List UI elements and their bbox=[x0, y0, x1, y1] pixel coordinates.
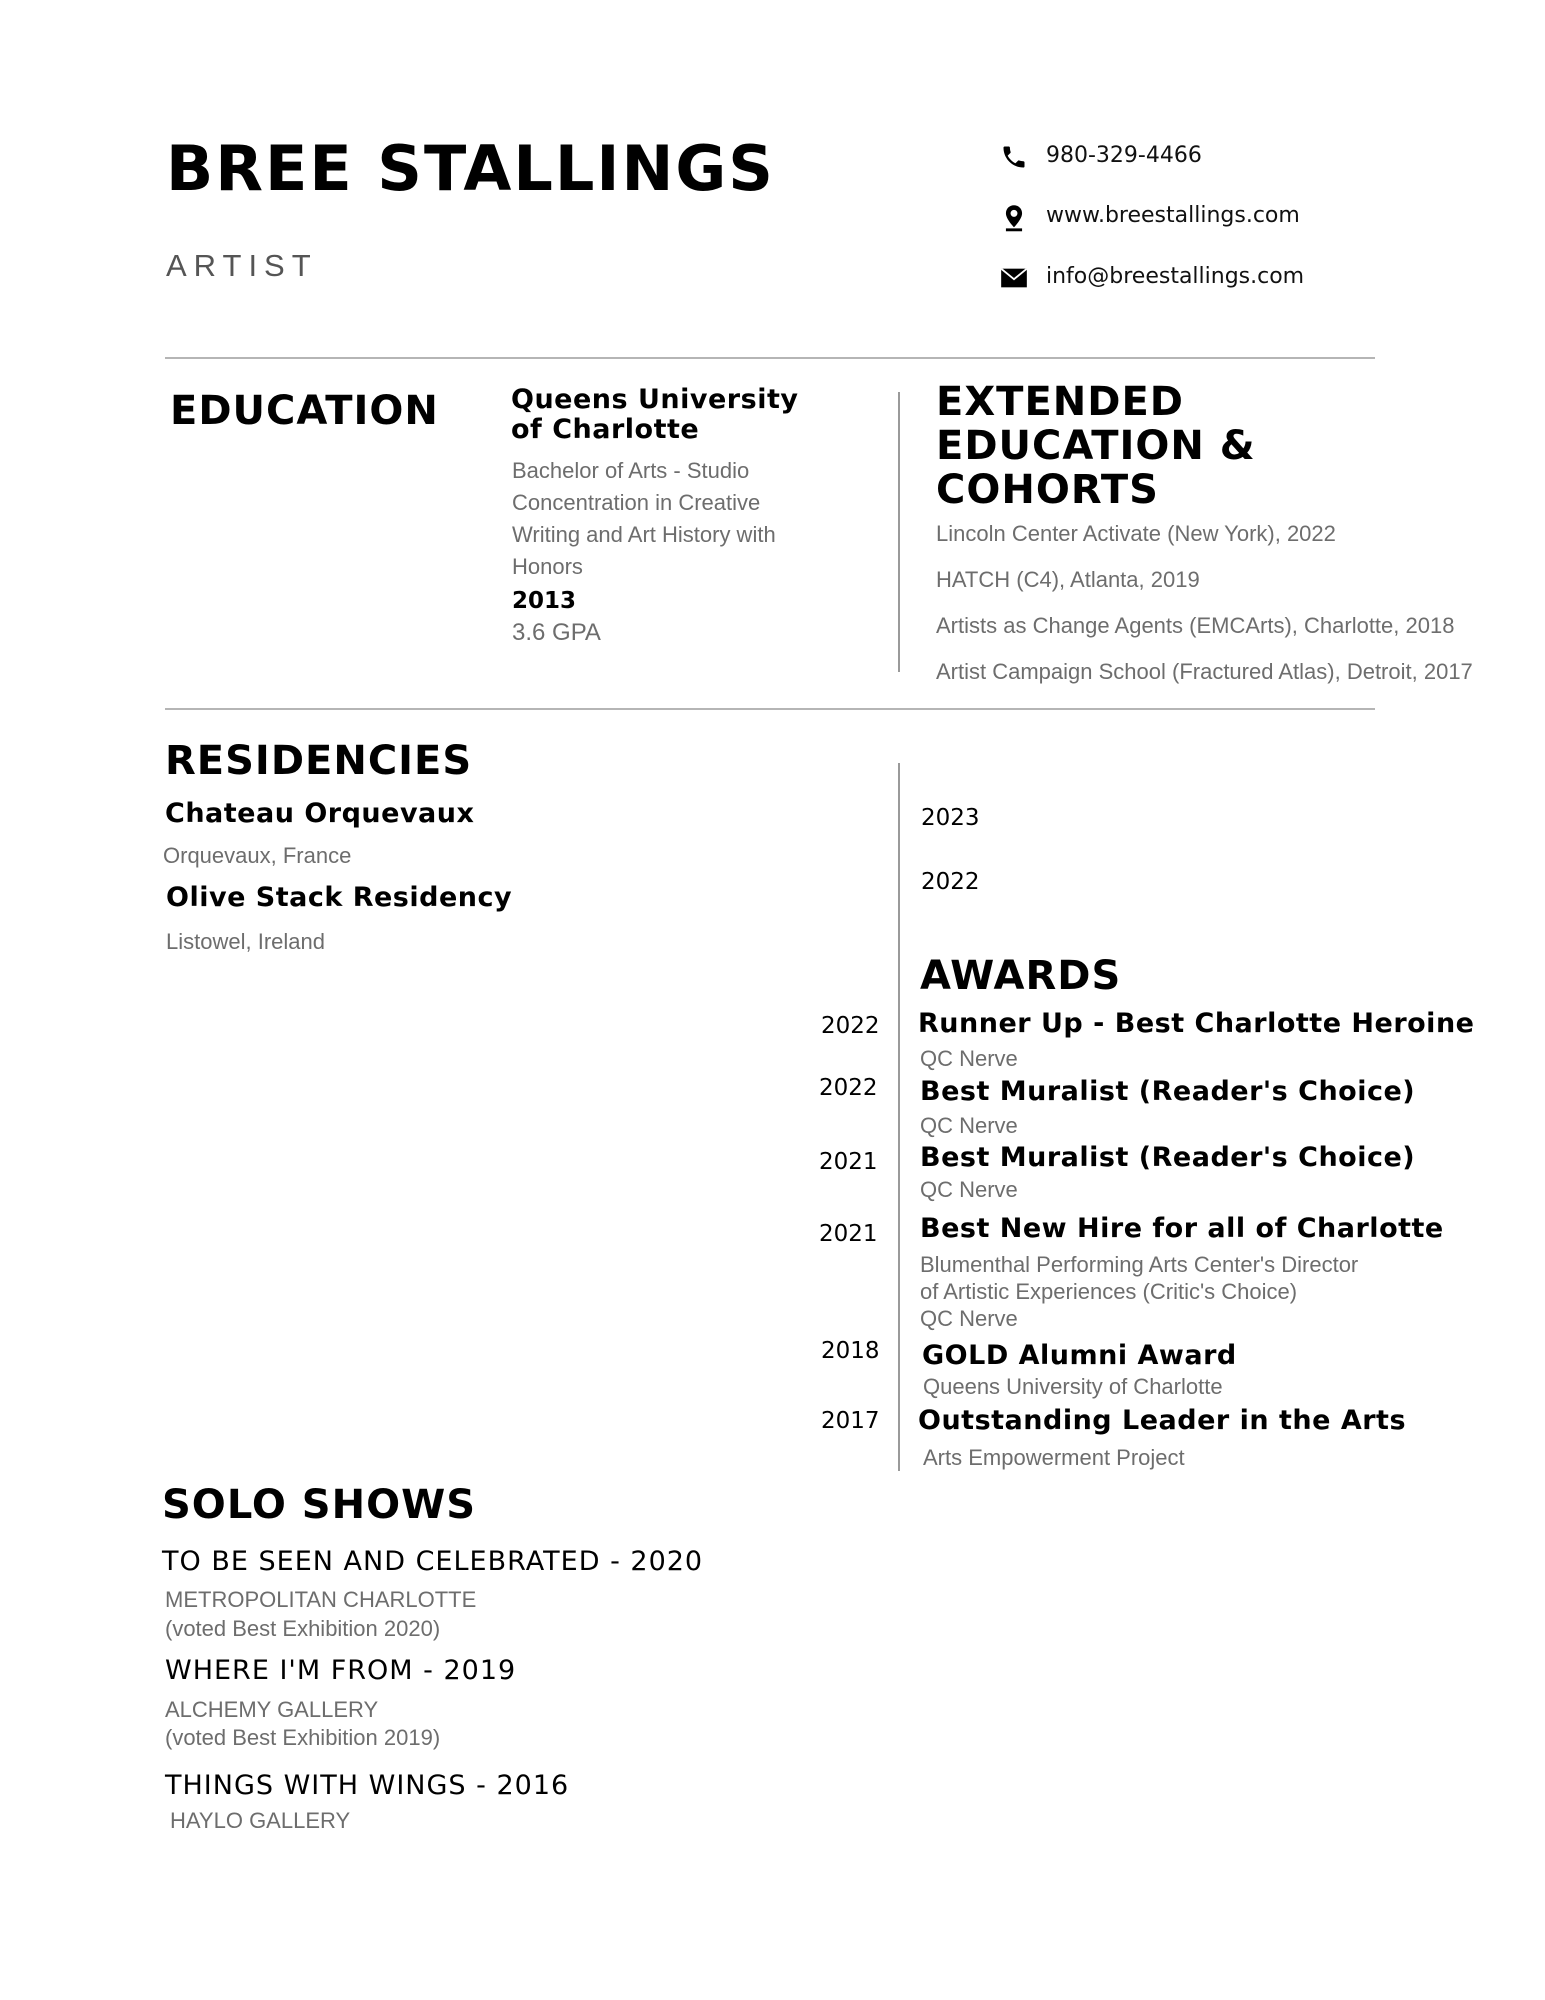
show-title: WHERE I'M FROM - 2019 bbox=[165, 1655, 517, 1686]
award-title: Outstanding Leader in the Arts bbox=[918, 1405, 1407, 1436]
award-year: 2021 bbox=[819, 1221, 878, 1247]
education-heading: EDUCATION bbox=[170, 388, 439, 434]
residencies-heading: RESIDENCIES bbox=[165, 738, 473, 784]
award-org: QC Nerve bbox=[920, 1177, 1018, 1202]
award-title: Best New Hire for all of Charlotte bbox=[920, 1213, 1444, 1244]
award-title: Runner Up - Best Charlotte Heroine bbox=[918, 1008, 1475, 1039]
education-degree: Bachelor of Arts - Studio Concentration in Creative Writing and Art History with Honors bbox=[512, 458, 776, 579]
envelope-icon bbox=[1000, 264, 1028, 292]
show-title: TO BE SEEN AND CELEBRATED - 2020 bbox=[162, 1546, 704, 1577]
award-org-line: QC Nerve bbox=[920, 1306, 1018, 1331]
extended-item: Artist Campaign School (Fractured Atlas), Detroit, 2017 bbox=[936, 659, 1473, 684]
residency-location: Orquevaux, France bbox=[163, 843, 352, 868]
residency-year: 2022 bbox=[921, 869, 980, 895]
show-venue: ALCHEMY GALLERY bbox=[165, 1697, 379, 1722]
show-venue: METROPOLITAN CHARLOTTE bbox=[165, 1587, 477, 1612]
award-title: GOLD Alumni Award bbox=[922, 1340, 1237, 1371]
phone-text: 980-329-4466 bbox=[1046, 143, 1202, 168]
education-gpa: 3.6 GPA bbox=[512, 619, 601, 646]
residency-title: Chateau Orquevaux bbox=[165, 798, 475, 829]
show-note: (voted Best Exhibition 2019) bbox=[165, 1725, 441, 1750]
extended-item: Artists as Change Agents (EMCArts), Charlotte, 2018 bbox=[936, 613, 1455, 638]
residency-location: Listowel, Ireland bbox=[166, 929, 325, 954]
solo-shows-heading: SOLO SHOWS bbox=[162, 1482, 477, 1528]
award-org-line: Blumenthal Performing Arts Center's Director bbox=[920, 1252, 1359, 1277]
resume-role: ARTIST bbox=[166, 248, 318, 283]
divider-awards bbox=[898, 763, 900, 1471]
award-year: 2022 bbox=[819, 1075, 878, 1101]
extended-heading-line: EDUCATION & bbox=[936, 423, 1256, 469]
show-title: THINGS WITH WINGS - 2016 bbox=[165, 1770, 570, 1801]
residency-year: 2023 bbox=[921, 805, 980, 831]
education-school: Queens University of Charlotte bbox=[511, 384, 799, 445]
email-text: info@breestallings.com bbox=[1046, 264, 1305, 289]
divider-middle bbox=[165, 708, 1375, 710]
award-org bbox=[920, 1251, 1358, 1332]
award-title: Best Muralist (Reader's Choice) bbox=[920, 1076, 1416, 1107]
show-venue: HAYLO GALLERY bbox=[170, 1808, 351, 1833]
location-pin-icon bbox=[1000, 203, 1028, 231]
award-year: 2021 bbox=[819, 1149, 878, 1175]
award-title: Best Muralist (Reader's Choice) bbox=[920, 1142, 1416, 1173]
phone-icon bbox=[1000, 143, 1028, 171]
education-year: 2013 bbox=[512, 588, 577, 614]
show-note: (voted Best Exhibition 2020) bbox=[165, 1616, 441, 1641]
award-org: Queens University of Charlotte bbox=[923, 1374, 1223, 1399]
extended-item: HATCH (C4), Atlanta, 2019 bbox=[936, 567, 1200, 592]
award-org: QC Nerve bbox=[920, 1113, 1018, 1138]
award-org: QC Nerve bbox=[920, 1046, 1018, 1071]
website-text: www.breestallings.com bbox=[1046, 203, 1300, 228]
award-year: 2022 bbox=[821, 1013, 880, 1039]
divider-education bbox=[898, 392, 900, 672]
extended-heading bbox=[936, 380, 1256, 512]
resume-name: BREE STALLINGS bbox=[166, 132, 775, 205]
extended-item: Lincoln Center Activate (New York), 2022 bbox=[936, 521, 1336, 546]
award-year: 2018 bbox=[821, 1338, 880, 1364]
award-org: Arts Empowerment Project bbox=[923, 1445, 1185, 1470]
extended-heading-line: EXTENDED bbox=[936, 379, 1184, 425]
award-year: 2017 bbox=[821, 1408, 880, 1434]
residency-title: Olive Stack Residency bbox=[166, 882, 513, 913]
awards-heading: AWARDS bbox=[920, 953, 1122, 999]
extended-heading-line: COHORTS bbox=[936, 467, 1159, 513]
divider-top bbox=[165, 357, 1375, 359]
award-org-line: of Artistic Experiences (Critic's Choice) bbox=[920, 1279, 1298, 1304]
